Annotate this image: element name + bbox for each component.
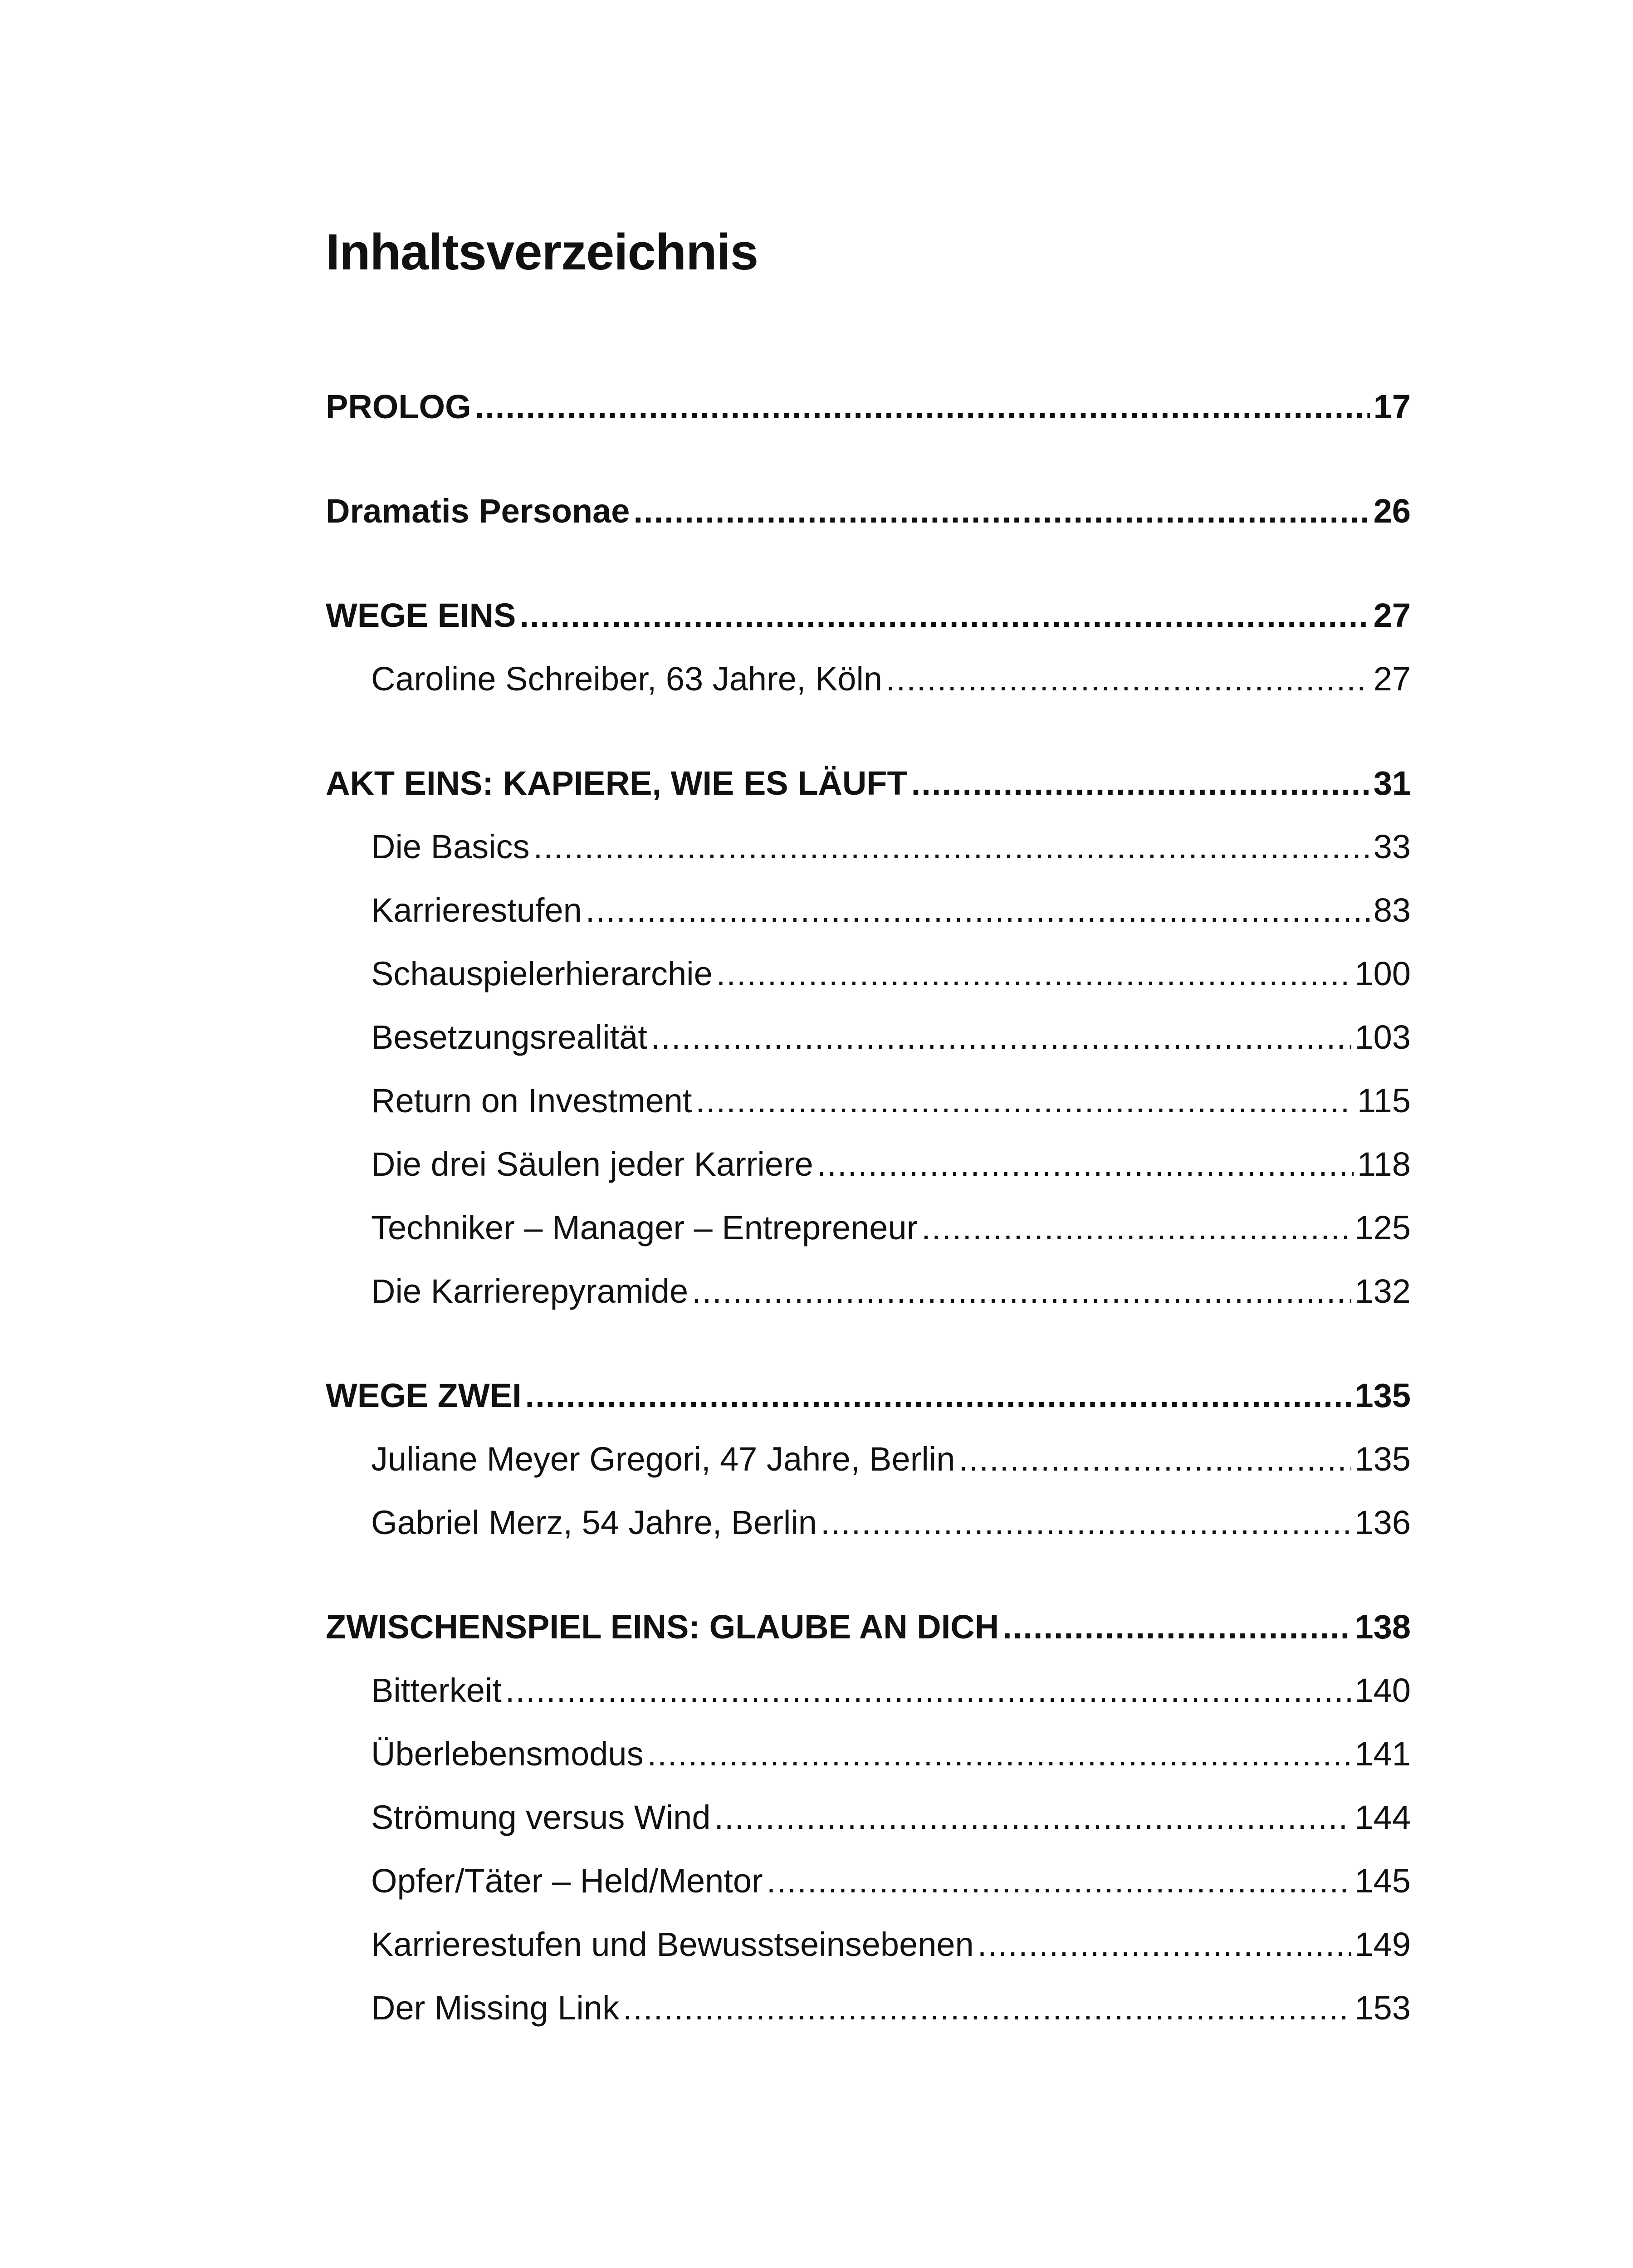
toc-entry-label: Die drei Säulen jeder Karriere xyxy=(371,1145,813,1183)
dot-leader xyxy=(886,662,1370,696)
toc-entry xyxy=(326,764,1411,802)
toc-entry xyxy=(326,662,1411,696)
toc-entry-label: Besetzungsrealität xyxy=(371,1018,647,1056)
toc-entry xyxy=(326,830,1411,864)
dot-leader xyxy=(651,1021,1351,1054)
toc-entry-label: Schauspielerhierarchie xyxy=(371,955,713,992)
dot-leader xyxy=(519,599,1369,632)
dot-leader xyxy=(958,1442,1351,1476)
toc-entry-page-number: 118 xyxy=(1357,1145,1411,1183)
toc-entry-page-number: 17 xyxy=(1373,388,1411,425)
toc-entry xyxy=(326,1506,1411,1540)
toc-entry xyxy=(326,1737,1411,1771)
dot-leader xyxy=(692,1275,1351,1308)
dot-leader xyxy=(1002,1610,1351,1644)
toc-entry xyxy=(326,1084,1411,1118)
toc-entry xyxy=(326,494,1411,528)
toc-entry xyxy=(326,1991,1411,2025)
toc-entry xyxy=(326,1801,1411,1834)
toc-entry-page-number: 141 xyxy=(1354,1735,1411,1773)
toc-entry xyxy=(326,1211,1411,1245)
dot-leader xyxy=(623,1991,1351,2025)
dot-leader xyxy=(817,1148,1354,1181)
dot-leader xyxy=(586,894,1370,927)
toc-entry-label: ZWISCHENSPIEL EINS: GLAUBE AN DICH xyxy=(326,1608,999,1646)
toc-entry-label: Karrierestufen xyxy=(371,891,582,929)
toc-entry-page-number: 136 xyxy=(1354,1504,1411,1541)
toc-entry-page-number: 100 xyxy=(1354,955,1411,992)
dot-leader xyxy=(716,957,1351,991)
toc-entry-label: Strömung versus Wind xyxy=(371,1799,711,1836)
toc-entry-label: Überlebensmodus xyxy=(371,1735,644,1773)
toc-entry-label: AKT EINS: KAPIERE, WIE ES LÄUFT xyxy=(326,764,908,802)
toc-entry-page-number: 103 xyxy=(1354,1018,1411,1056)
dot-leader xyxy=(633,494,1369,528)
toc-entry-label: Opfer/Täter – Held/Mentor xyxy=(371,1862,763,1900)
toc-entry-label: Caroline Schreiber, 63 Jahre, Köln xyxy=(371,660,883,698)
toc-entry-label: Techniker – Manager – Entrepreneur xyxy=(371,1209,918,1246)
toc-entry xyxy=(326,390,1411,424)
toc-entry xyxy=(326,1864,1411,1898)
toc-entry xyxy=(326,891,1411,929)
toc-entry-page-number: 140 xyxy=(1354,1672,1411,1709)
toc-entry-page-number: 125 xyxy=(1354,1209,1411,1246)
toc-entry-page-number: 138 xyxy=(1354,1608,1411,1646)
dot-leader xyxy=(911,767,1370,800)
dot-leader xyxy=(978,1928,1351,1961)
toc-entry xyxy=(326,957,1411,991)
toc-entry-page-number: 144 xyxy=(1354,1799,1411,1836)
dot-leader xyxy=(533,830,1370,864)
dot-leader xyxy=(475,390,1370,424)
toc-entry xyxy=(326,1379,1411,1413)
toc-entry-page-number: 149 xyxy=(1354,1926,1411,1963)
toc-entry-page-number: 115 xyxy=(1357,1082,1411,1119)
dot-leader xyxy=(767,1864,1351,1898)
dot-leader xyxy=(695,1084,1354,1118)
dot-leader xyxy=(821,1506,1351,1540)
dot-leader xyxy=(505,1674,1351,1707)
toc-entry-label: Karrierestufen und Bewusstseinsebenen xyxy=(371,1926,974,1963)
toc-entry-label: Gabriel Merz, 54 Jahre, Berlin xyxy=(371,1504,817,1541)
toc-entry xyxy=(326,1674,1411,1707)
toc-entry-label: Return on Investment xyxy=(371,1082,692,1119)
dot-leader xyxy=(714,1801,1351,1834)
dot-leader xyxy=(921,1211,1351,1245)
toc-entry-page-number: 145 xyxy=(1354,1862,1411,1900)
toc-entry xyxy=(326,1610,1411,1644)
toc-entry-page-number: 27 xyxy=(1373,660,1411,698)
toc-entry-label: Die Karrierepyramide xyxy=(371,1272,689,1310)
toc-entry-page-number: 33 xyxy=(1373,828,1411,865)
toc-entry-label: Bitterkeit xyxy=(371,1672,502,1709)
toc-entry xyxy=(326,1442,1411,1476)
toc-entry-page-number: 153 xyxy=(1354,1989,1411,2027)
toc-entry-page-number: 83 xyxy=(1373,891,1411,929)
toc-entry-label: WEGE ZWEI xyxy=(326,1377,522,1414)
toc-entry-label: Juliane Meyer Gregori, 47 Jahre, Berlin xyxy=(371,1440,955,1478)
page-title: Inhaltsverzeichnis xyxy=(326,224,758,280)
toc-entry xyxy=(326,1928,1411,1961)
toc-entry xyxy=(326,1272,1411,1310)
toc-entry-page-number: 26 xyxy=(1373,492,1411,530)
toc-entry-page-number: 27 xyxy=(1373,596,1411,634)
table-of-contents xyxy=(326,0,1411,2268)
toc-entry-label: PROLOG xyxy=(326,388,471,425)
toc-entry-page-number: 31 xyxy=(1373,764,1411,802)
dot-leader xyxy=(525,1379,1351,1413)
toc-entry-label: Der Missing Link xyxy=(371,1989,619,2027)
toc-entry-page-number: 135 xyxy=(1354,1440,1411,1478)
toc-entry-label: Dramatis Personae xyxy=(326,492,630,530)
toc-entry xyxy=(326,1018,1411,1056)
toc-entry-label: Die Basics xyxy=(371,828,530,865)
toc-entry-label: WEGE EINS xyxy=(326,596,516,634)
toc-entry-page-number: 132 xyxy=(1354,1272,1411,1310)
toc-entry xyxy=(326,596,1411,634)
dot-leader xyxy=(647,1737,1351,1771)
toc-entry xyxy=(326,1145,1411,1183)
toc-entry-page-number: 135 xyxy=(1354,1377,1411,1414)
